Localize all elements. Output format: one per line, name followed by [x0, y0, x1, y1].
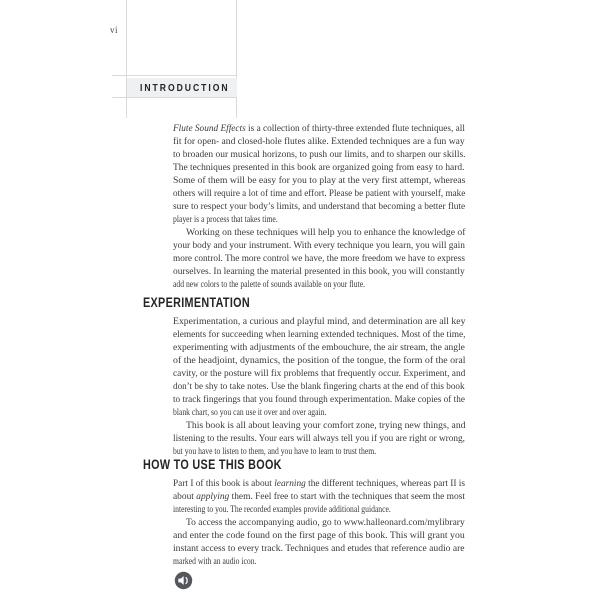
text-line: sure to respect your body’s limits, and understand that becoming a better flute: [173, 201, 466, 211]
page-number: vi: [110, 25, 119, 35]
text-line: listening to the results. Your ears will always tell you if you are right or wrong,: [173, 433, 465, 443]
section-heading-label: HOW TO USE THIS BOOK: [143, 457, 282, 472]
paragraph: [173, 315, 465, 419]
chapter-header-band: [127, 78, 237, 97]
guide-line-horizontal-top: [112, 75, 237, 76]
text-line: Working on these techniques will help you to enhance the knowledge of: [186, 227, 466, 237]
text-line: add new colors to the palette of sounds available on your flute.: [173, 279, 366, 289]
text-line: Some of them will be easy for you to play at the very first attempt, whereas: [173, 175, 466, 185]
text-line: of the headjoint, dynamics, the position of the tongue, the form of the oral: [173, 355, 466, 365]
paragraph: [173, 122, 465, 226]
text-line: your body and your instrument. With every technique you learn, you will gain: [173, 240, 465, 250]
text-line: instant access to every track. Techniques and etudes that reference audio are: [173, 543, 465, 553]
paragraph: [173, 516, 465, 568]
chapter-header: INTRODUCTION: [140, 81, 230, 94]
text-line: ourselves. In learning the material presented in this book, you will constantly: [173, 266, 465, 276]
section-introduction-body: [173, 122, 465, 291]
text-line: to track fingerings that you found through experimentation. Make copies of the: [173, 394, 465, 404]
text-line: don’t be shy to take notes. Use the blank fingering charts at the end of this book: [173, 381, 465, 391]
paragraph: [173, 419, 465, 458]
text-line: interesting to you. The recorded examples provide additional guidance.: [173, 504, 391, 514]
body-paragraphs: [173, 122, 465, 291]
text-line: marked with an audio icon.: [173, 556, 257, 566]
text-line: This book is all about leaving your comfort zone, trying new things, and: [186, 420, 466, 430]
paragraph: [173, 477, 465, 516]
text-line: The techniques presented in this book are organized going from easy to hard.: [173, 162, 465, 172]
text-line: To access the accompanying audio, go to www.halleonard.com/mylibrary: [186, 517, 465, 527]
guide-line-vertical-left: [126, 0, 127, 118]
text-line: experimenting with adjustments of the embouchure, the air stream, the angle: [173, 342, 465, 352]
section-heading-experimentation: [143, 295, 465, 311]
text-line: but you have to listen to them, and you have to learn to trust them.: [173, 446, 377, 456]
body-paragraphs: [173, 315, 465, 458]
text-line: player is a process that takes time.: [173, 214, 278, 224]
text-line: cavity, or the posture will fix problems that frequently occur. Experiment, and: [173, 368, 466, 378]
text-line: fit for open- and closed-hole flutes alike. Extended techniques are a fun way: [173, 136, 465, 146]
text-line: Experimentation, a curious and playful mind, and determination are all key: [173, 316, 466, 326]
section-heading-how-to-use: [143, 457, 465, 473]
body-paragraphs: [173, 477, 465, 568]
speaker-audio-icon: [174, 571, 193, 590]
guide-line-horizontal-bottom: [112, 97, 237, 98]
section-how-to-use: [143, 457, 465, 590]
paragraph: [173, 226, 465, 291]
text-line: blank chart, so you can use it over and over again.: [173, 407, 327, 417]
text-line: elements for succeeding when learning extended techniques. Most of the time,: [173, 329, 466, 339]
text-line: others will require a lot of time and effort. Please be patient with yourself, make: [173, 188, 466, 198]
section-experimentation: [143, 295, 465, 458]
text-line: to broaden our musical horizons, to push our limits, and to sharpen our skills.: [173, 149, 466, 159]
text-line: and enter the code found on the first page of this book. This will grant you: [173, 530, 465, 540]
text-line: Flute Sound Effects is a collection of thirty-three extended flute techniques, all: [173, 123, 465, 133]
guide-line-vertical-right: [236, 0, 237, 118]
text-line: Part I of this book is about learning the different techniques, whereas part II is: [173, 478, 466, 488]
text-line: more control. The more control we have, the more freedom we have to express: [173, 253, 465, 263]
text-line: about applying them. Feel free to start with the techniques that seem the most: [173, 491, 465, 501]
section-heading-label: EXPERIMENTATION: [143, 295, 251, 310]
